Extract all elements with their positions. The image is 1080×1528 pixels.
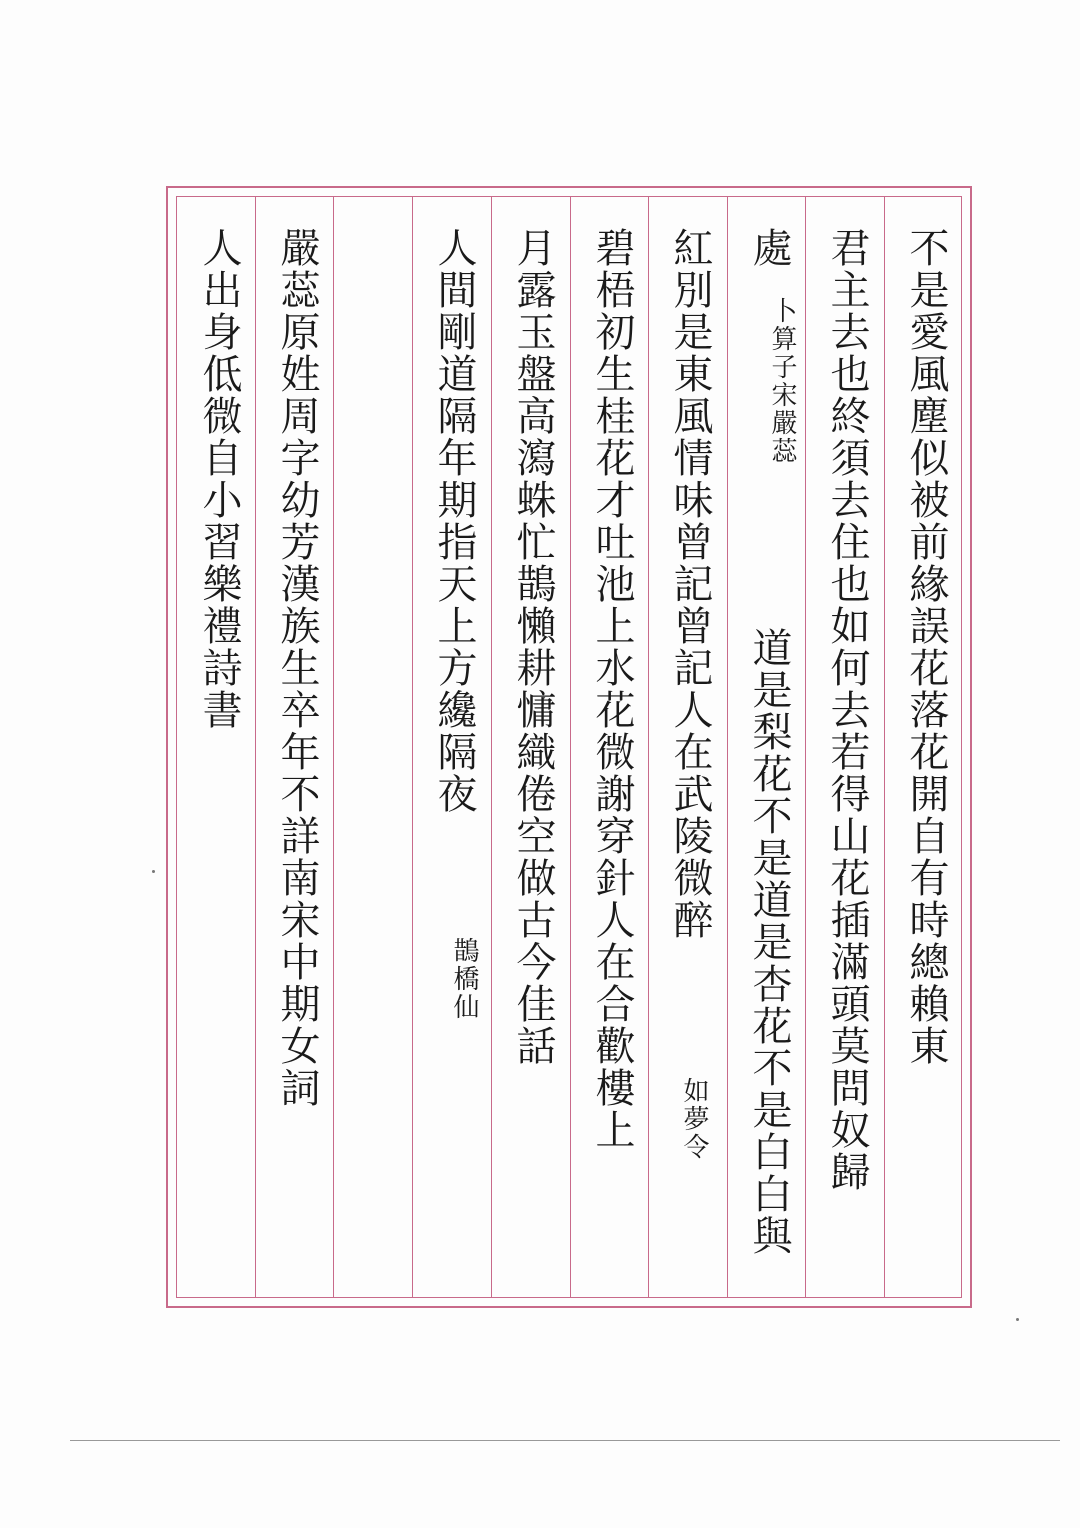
ci-title-note: 卜算子宋嚴蕊 [767,297,797,465]
column-rule [491,197,492,1297]
ci-title-note: 如夢令 [679,1077,709,1161]
text-column-1: 不是愛風塵似被前緣誤花落花開自有時總賴東 [903,227,949,1067]
column-rule [412,197,413,1297]
column-rule [727,197,728,1297]
manuscript-inner-border [176,196,962,1298]
manuscript-grid-sheet [166,186,972,1308]
text-column-7: 人間剛道隔年期指天上方纔隔夜 [431,227,477,815]
column-rule [884,197,885,1297]
text-column-5: 碧梧初生桂花才吐池上水花微謝穿針人在合歡樓上 [589,227,635,1151]
page-scan-edge-line [70,1440,1060,1441]
scan-speck [152,870,155,873]
scan-speck [1016,1318,1019,1321]
column-rule [255,197,256,1297]
text-column-8 [339,227,411,1279]
text-column-6: 月露玉盤高瀉蛛忙鵲懶耕慵織倦空做古今佳話 [510,227,556,1067]
column-rule [333,197,334,1297]
text-column-3-tail: 道是梨花不是道是杏花不是白白與 [746,627,792,1257]
text-column-10: 人出身低微自小習樂禮詩書 [196,227,242,731]
ci-title-note: 鵲橋仙 [449,937,479,1021]
column-rule [570,197,571,1297]
column-rule [648,197,649,1297]
column-rule [805,197,806,1297]
text-column-3-head: 處 [746,227,792,269]
text-column-9: 嚴蕊原姓周字幼芳漢族生卒年不詳南宋中期女詞 [274,227,320,1109]
text-column-4: 紅別是東風情味曾記曾記人在武陵微醉 [667,227,713,941]
text-column-2: 君主去也終須去住也如何去若得山花插滿頭莫問奴歸 [824,227,870,1193]
